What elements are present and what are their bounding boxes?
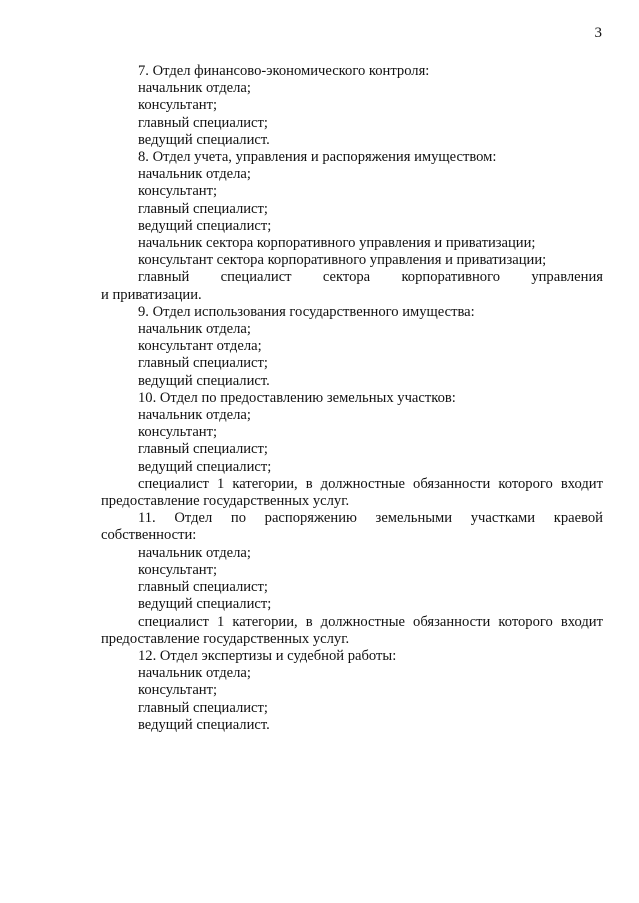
list-item: консультант;	[138, 97, 218, 114]
list-item: консультант;	[138, 561, 218, 578]
list-item-continuation: предоставление государственных услуг.	[101, 493, 350, 510]
list-item: ведущий специалист.	[138, 716, 270, 733]
list-item-continuation: предоставление государственных услуг.	[101, 630, 350, 647]
list-item: главный специалист;	[138, 200, 268, 217]
list-item: консультант отдела;	[138, 338, 262, 355]
list-item: начальник отдела;	[138, 321, 251, 338]
list-item: консультант;	[138, 183, 218, 200]
list-item: ведущий специалист;	[138, 458, 272, 475]
page-number: 3	[594, 25, 602, 41]
section-12	[101, 648, 603, 734]
list-item: начальник отдела;	[138, 166, 251, 183]
list-item-continuation: и приватизации.	[101, 286, 202, 303]
list-item: ведущий специалист;	[138, 217, 272, 234]
list-item-wrapped-line: специалист 1 категории, в должностные обязанности которого входит	[138, 613, 603, 630]
list-item: главный специалист;	[138, 114, 268, 131]
list-item: консультант;	[138, 424, 218, 441]
document-body	[101, 63, 603, 734]
section-heading: 11. Отдел по распоряжению земельными участками краевой	[138, 510, 603, 527]
section-heading: 12. Отдел экспертизы и судебной работы:	[138, 647, 397, 664]
section-heading: 9. Отдел использования государственного имущества:	[138, 303, 475, 320]
list-item: начальник отдела;	[138, 407, 251, 424]
list-item: ведущий специалист;	[138, 596, 272, 613]
section-10	[101, 390, 603, 510]
list-item: начальник отдела;	[138, 80, 251, 97]
list-item: ведущий специалист.	[138, 131, 270, 148]
list-item: начальник отдела;	[138, 665, 251, 682]
list-item: консультант сектора корпоративного управления и приватизации;	[138, 252, 547, 269]
section-heading-continuation: собственности:	[101, 527, 197, 544]
list-item-wrapped-line: главный специалист сектора корпоративного управления	[138, 269, 603, 286]
list-item: главный специалист;	[138, 441, 268, 458]
list-item: начальник отдела;	[138, 544, 251, 561]
section-heading: 10. Отдел по предоставлению земельных участков:	[138, 389, 456, 406]
list-item: начальник сектора корпоративного управления и приватизации;	[138, 235, 536, 252]
section-9	[101, 304, 603, 390]
section-heading: 8. Отдел учета, управления и распоряжения имуществом:	[138, 149, 497, 166]
list-item: главный специалист;	[138, 579, 268, 596]
section-heading: 7. Отдел финансово-экономического контроля:	[138, 63, 430, 79]
section-11	[101, 510, 603, 648]
list-item: ведущий специалист.	[138, 372, 270, 389]
list-item-wrapped-line: специалист 1 категории, в должностные обязанности которого входит	[138, 475, 603, 492]
list-item: консультант;	[138, 682, 218, 699]
section-7	[101, 63, 603, 149]
list-item: главный специалист;	[138, 355, 268, 372]
list-item: главный специалист;	[138, 699, 268, 716]
section-8	[101, 149, 603, 304]
